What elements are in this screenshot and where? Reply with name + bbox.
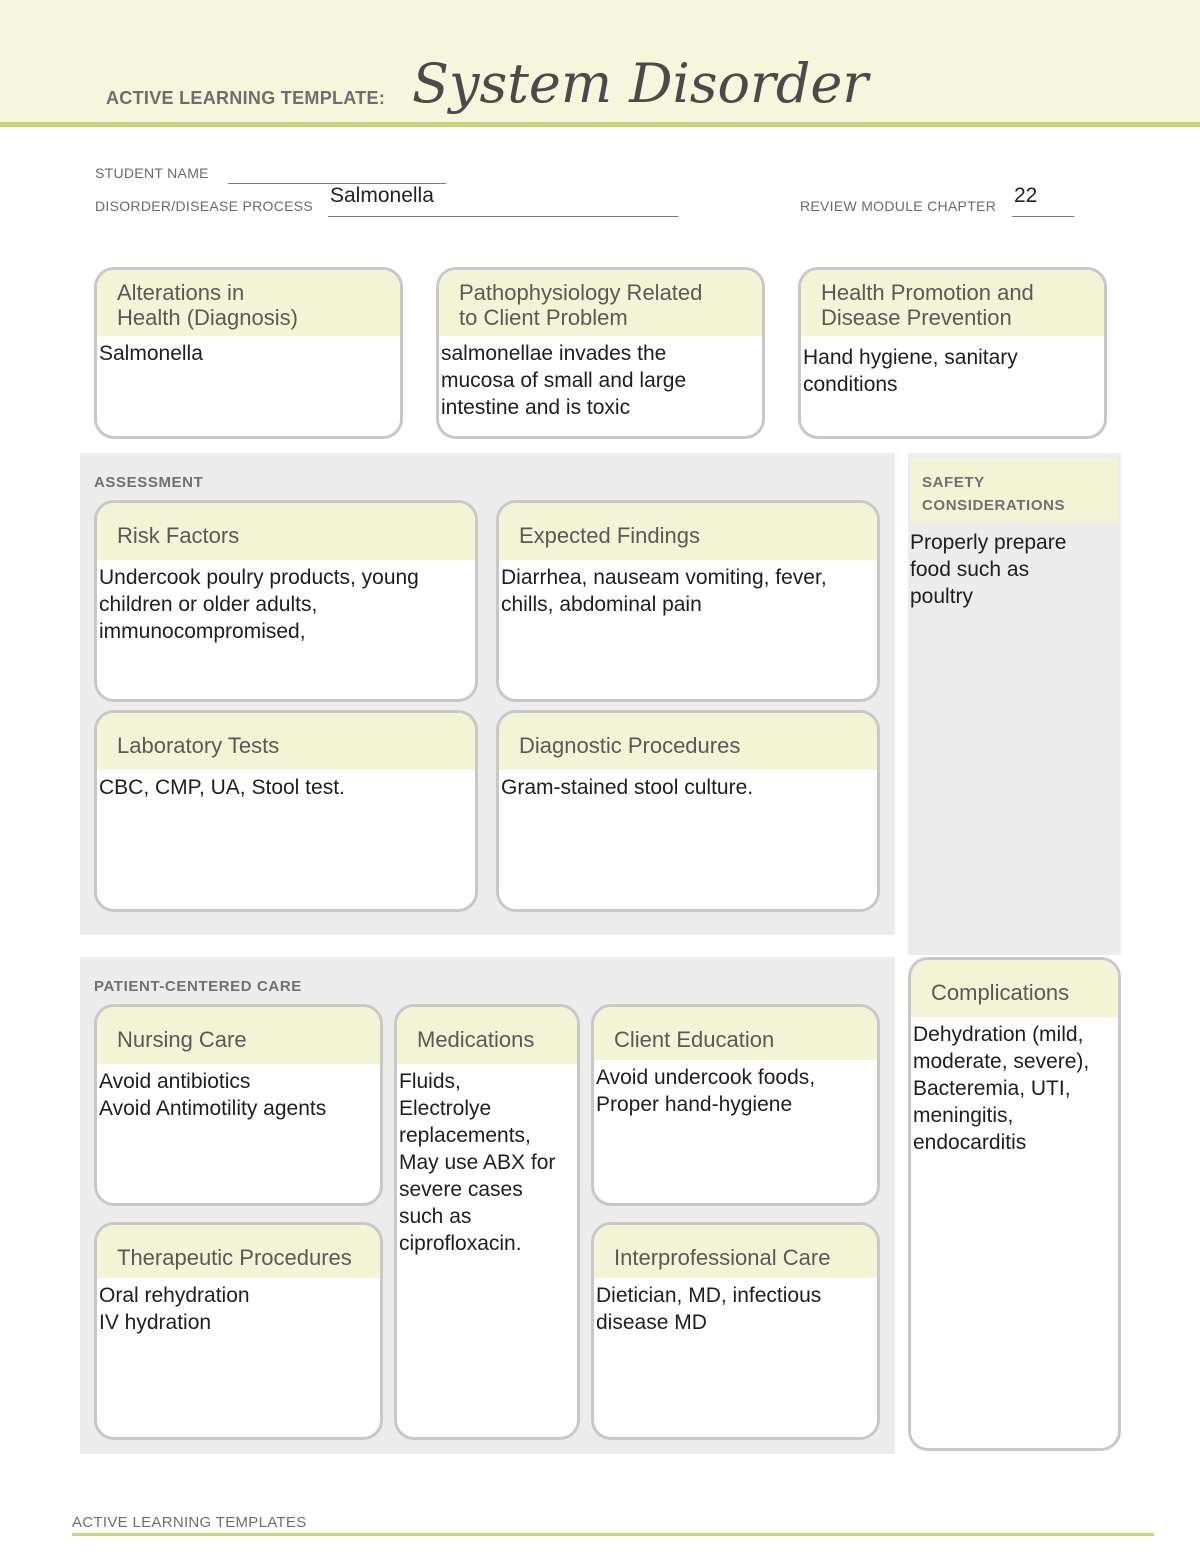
card-title: Complications (911, 960, 1118, 1017)
card-body[interactable]: Salmonella (99, 342, 203, 365)
card-expected-findings (496, 500, 880, 702)
card-nursing-care (94, 1004, 383, 1206)
card-body[interactable]: Hand hygiene, sanitary conditions (803, 346, 1018, 396)
card-body[interactable]: Gram-stained stool culture. (501, 776, 754, 799)
card-body[interactable]: salmonellae invades the mucosa of small and large intestine and is toxic (441, 342, 687, 419)
template-title: System Disorder (412, 52, 869, 115)
card-interprofessional-care (591, 1222, 880, 1440)
card-body[interactable]: Avoid antibiotics Avoid Antimotility agents (99, 1070, 327, 1120)
card-body[interactable]: Undercook poulry products, young children or older adults, immunocompromised, (99, 566, 419, 643)
card-body[interactable]: CBC, CMP, UA, Stool test. (99, 776, 345, 799)
student-name-label: STUDENT NAME (95, 165, 209, 181)
disorder-field-line[interactable]: _____________________________________________ (328, 201, 679, 217)
disorder-label: DISORDER/DISEASE PROCESS (95, 198, 314, 214)
review-module-label: REVIEW MODULE CHAPTER (800, 198, 997, 214)
card-alterations-in-health (94, 267, 403, 439)
template-label: ACTIVE LEARNING TEMPLATE: (106, 88, 386, 108)
card-body[interactable]: Dietician, MD, infectious disease MD (596, 1284, 822, 1334)
card-therapeutic-procedures (94, 1222, 383, 1440)
card-body[interactable]: Oral rehydration IV hydration (99, 1284, 250, 1334)
safety-body[interactable]: Properly prepare food such as poultry (910, 531, 1067, 608)
student-name-field[interactable]: ____________________________ (228, 168, 447, 184)
card-title: Therapeutic Procedures (97, 1225, 380, 1278)
review-module-field-line[interactable]: ________ (1012, 201, 1075, 217)
card-title: Risk Factors (97, 503, 475, 560)
card-title: Client Education (594, 1007, 877, 1060)
safety-label: SAFETY CONSIDERATIONS (922, 474, 1066, 514)
disorder-value[interactable]: Salmonella (330, 184, 434, 207)
card-title: Medications (397, 1007, 577, 1064)
footer-label: ACTIVE LEARNING TEMPLATES (72, 1514, 307, 1531)
card-title: Laboratory Tests (97, 713, 475, 770)
patient-centered-care-label: PATIENT-CENTERED CARE (94, 978, 302, 995)
card-body[interactable]: Fluids, Electrolye replacements, May use ABX for severe cases such as ciprofloxacin. (399, 1070, 556, 1255)
card-laboratory-tests (94, 710, 478, 912)
card-client-education (591, 1004, 880, 1206)
card-title: Interprofessional Care (594, 1225, 877, 1278)
card-health-promotion (798, 267, 1107, 439)
card-title: Expected Findings (499, 503, 877, 560)
review-module-value[interactable]: 22 (1014, 184, 1038, 207)
card-title: Health Promotion and Disease Prevention (801, 270, 1104, 336)
card-risk-factors (94, 500, 478, 702)
footer-divider (72, 1533, 1154, 1536)
card-title: Pathophysiology Related to Client Problem (439, 270, 762, 336)
card-body[interactable]: Avoid undercook foods, Proper hand-hygiene (596, 1066, 816, 1116)
card-complications (908, 957, 1121, 1451)
card-body[interactable]: Dehydration (mild, moderate, severe), Bacteremia, UTI, meningitis, endocarditis (913, 1023, 1090, 1154)
card-pathophysiology (436, 267, 765, 439)
assessment-label: ASSESSMENT (94, 474, 204, 491)
card-medications (394, 1004, 580, 1440)
card-title: Alterations in Health (Diagnosis) (97, 270, 400, 336)
card-body[interactable]: Diarrhea, nauseam vomiting, fever, chills, abdominal pain (501, 566, 827, 616)
card-title: Nursing Care (97, 1007, 380, 1064)
card-title: Diagnostic Procedures (499, 713, 877, 770)
card-diagnostic-procedures (496, 710, 880, 912)
header-divider (0, 122, 1200, 127)
